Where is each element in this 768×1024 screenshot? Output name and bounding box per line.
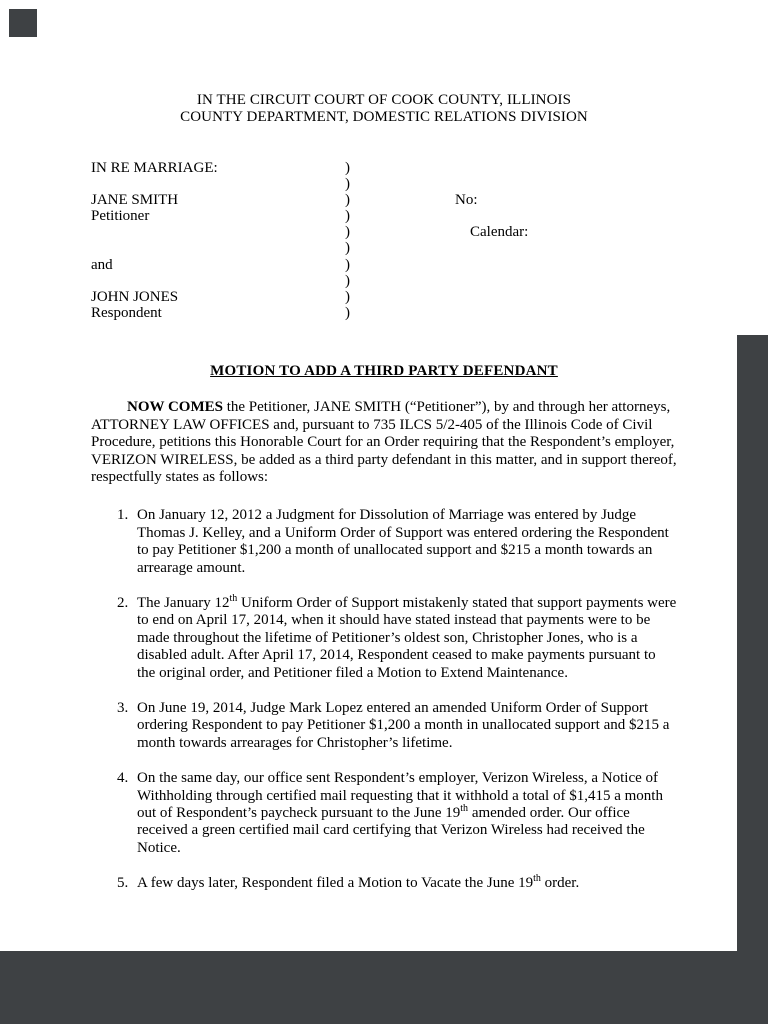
caption-paren: ) (345, 208, 350, 225)
motion-paragraph (91, 700, 677, 752)
paragraph-text (137, 770, 663, 856)
paragraph-number: 4. (117, 770, 129, 787)
caption-row (91, 257, 677, 273)
caption-paren: ) (345, 160, 350, 176)
motion-paragraph (91, 595, 677, 682)
paragraph-number: 5. (117, 875, 129, 892)
motion-paragraph (91, 507, 677, 577)
paragraph-segment: On June 19, 2014, Judge Mark Lopez entered an amended Uniform Order of Support ordering Respondent to pay Petitioner $1,200 a month in unallocated support and $215 a month towards arrearages for Christopher’s lifetime. (137, 700, 670, 751)
motion-paragraph (91, 770, 677, 857)
ordinal-superscript: th (460, 803, 469, 815)
paragraph-number: 2. (117, 595, 129, 611)
caption-right-label: Calendar: (470, 224, 529, 241)
motion-paragraph (91, 875, 677, 892)
document-title: MOTION TO ADD A THIRD PARTY DEFENDANT (210, 362, 558, 379)
caption-paren: ) (345, 176, 350, 193)
caption-paren: ) (345, 192, 350, 209)
now-comes-label: NOW COMES (127, 399, 223, 416)
viewer-corner-artifact (9, 9, 37, 37)
caption-paren: ) (345, 256, 350, 273)
caption-right-label: No: (455, 192, 478, 209)
paragraph-text (137, 595, 676, 681)
caption-row (91, 192, 677, 208)
caption-row (91, 240, 677, 256)
paragraph-segment: The January 12 (137, 595, 230, 611)
paragraph-segment: amended order. Our office received a green certified mail card certifying that Verizon Wireless had received the Notice. (137, 805, 645, 856)
caption-row (91, 273, 677, 289)
viewer-edge-right (737, 335, 768, 1024)
case-caption (91, 160, 677, 321)
paragraph-segment: order. (540, 875, 580, 892)
ordinal-superscript: th (229, 593, 238, 604)
court-header-line2: COUNTY DEPARTMENT, DOMESTIC RELATIONS DIVISION (180, 109, 588, 125)
caption-party-text: Respondent (91, 304, 162, 321)
court-header-line1: IN THE CIRCUIT COURT OF COOK COUNTY, ILLINOIS (196, 92, 572, 108)
paragraph-number: 1. (117, 507, 129, 524)
caption-row (91, 208, 677, 224)
paragraph-number: 3. (117, 700, 129, 717)
caption-row (91, 224, 677, 240)
caption-party-text: and (91, 256, 113, 273)
caption-row (91, 305, 677, 321)
caption-paren: ) (345, 240, 350, 257)
paragraph-text (137, 507, 669, 575)
caption-party-text: IN RE MARRIAGE: (91, 160, 218, 176)
caption-paren: ) (345, 304, 350, 321)
caption-paren: ) (345, 288, 350, 305)
caption-row (91, 176, 677, 192)
caption-party-text: Petitioner (91, 208, 150, 225)
caption-paren: ) (345, 224, 350, 241)
intro-text: the Petitioner, JANE SMITH (“Petitioner”), by and through her attorneys, ATTORNEY LAW OFFICES and, pursuant to 735 ILCS 5/2-405 of the Illinois Code of Civil Procedure, petitions this Honorable Court for an Order requiring that the Respondent’s employer, VERIZON WIRELESS, be added as a third party defendant in this matter, and in support thereof, respectfully states as follows: (91, 399, 677, 485)
caption-party-text: JOHN JONES (91, 288, 179, 305)
paragraph-segment: On the same day, our office sent Respondent’s employer, Verizon Wireless, a Notice of Withholding through certified mail requesting that it withhold a total of $1,415 a month out of Respondent’s paycheck pursuant to the June 19 (137, 770, 663, 822)
paragraph-text (137, 700, 669, 751)
paragraph-segment: Uniform Order of Support mistakenly stated that support payments were to end on April 17, 2014, when it should have stated instead that payments were to be made throughout the lifetime of Petitioner’s oldest son, Christopher Jones, who is a disabled adult. After April 17, 2014, Respondent ceased to make payments pursuant to the original order, and Petitioner filed a Motion to Extend Maintenance. (137, 595, 677, 681)
caption-party-text: JANE SMITH (91, 192, 179, 209)
caption-paren: ) (345, 272, 350, 289)
caption-row (91, 289, 677, 305)
numbered-paragraphs (91, 507, 677, 892)
intro-paragraph (91, 399, 677, 486)
court-header (91, 92, 677, 126)
ordinal-superscript: th (533, 873, 541, 885)
document-content (91, 0, 677, 893)
paragraph-text (137, 875, 579, 891)
paragraph-segment: A few days later, Respondent filed a Motion to Vacate the June 19 (137, 875, 534, 892)
paragraph-segment: On January 12, 2012 a Judgment for Dissolution of Marriage was entered by Judge Thomas J. Kelley, and a Uniform Order of Support was entered ordering the Respondent to pay Petitioner $1,200 a month of unallocated support and $215 a month towards an arrearage amount. (137, 507, 669, 576)
viewer-edge-bottom (0, 951, 768, 1024)
caption-row (91, 160, 677, 176)
